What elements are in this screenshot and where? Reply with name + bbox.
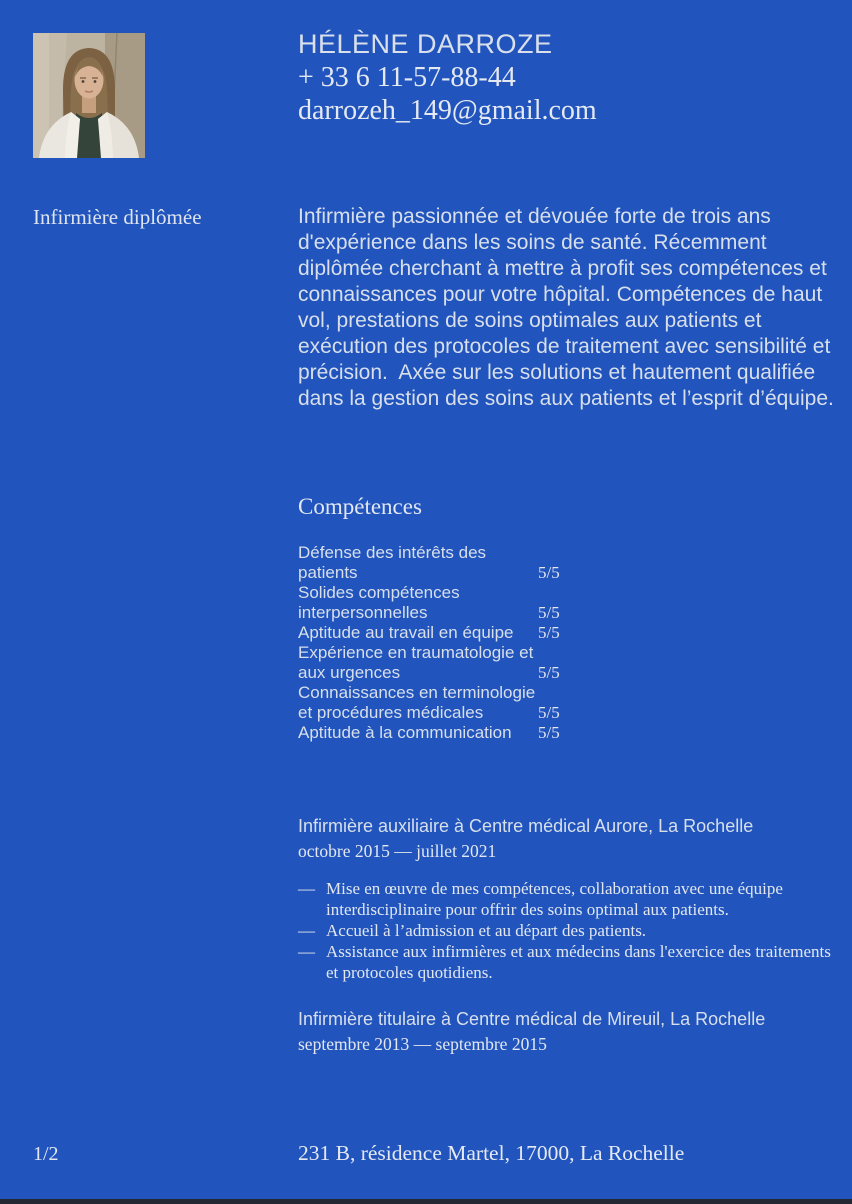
skill-row bbox=[298, 643, 598, 683]
experience-dates: septembre 2013 — septembre 2015 bbox=[298, 1034, 547, 1054]
skill-row bbox=[298, 543, 598, 583]
skill-row bbox=[298, 623, 598, 643]
skill-row bbox=[298, 683, 598, 723]
dash-bullet-icon: — bbox=[298, 921, 315, 940]
skill-rating: 5/5 bbox=[538, 603, 560, 622]
skill-rating: 5/5 bbox=[538, 723, 560, 742]
contact-block bbox=[298, 28, 818, 127]
skill-rating: 5/5 bbox=[538, 623, 560, 642]
experience-entry bbox=[298, 1008, 838, 1055]
profile-photo bbox=[33, 33, 145, 158]
dash-bullet-icon: — bbox=[298, 879, 315, 898]
bullet-text: Accueil à l’admission et au départ des patients. bbox=[326, 921, 647, 940]
portrait-illustration bbox=[33, 33, 145, 158]
bullet-text: Mise en œuvre de mes compétences, collaboration avec une équipe interdisciplinaire pour offrir des soins optimal aux patients. bbox=[326, 879, 783, 919]
skills-section-heading: Compétences bbox=[298, 494, 422, 519]
bullet-item bbox=[298, 920, 838, 941]
page-number: 1/2 bbox=[33, 1143, 59, 1165]
skill-label: Solides compétences interpersonnelles bbox=[298, 583, 460, 622]
skill-row bbox=[298, 583, 598, 623]
skill-label: Défense des intérêts des patients bbox=[298, 543, 487, 582]
skill-rating: 5/5 bbox=[538, 663, 560, 682]
skill-rating: 5/5 bbox=[538, 563, 560, 582]
experience-dates: octobre 2015 — juillet 2021 bbox=[298, 841, 497, 861]
page-bottom-edge bbox=[0, 1199, 852, 1204]
bullet-item bbox=[298, 941, 838, 983]
skill-label: Aptitude à la communication bbox=[298, 723, 512, 742]
skill-label: Connaissances en terminologie et procédures médicales bbox=[298, 683, 536, 722]
dash-bullet-icon: — bbox=[298, 942, 315, 961]
email-address: darrozeh_149@gmail.com bbox=[298, 95, 597, 126]
footer-address: 231 B, résidence Martel, 17000, La Rochelle bbox=[298, 1141, 685, 1165]
skill-label: Aptitude au travail en équipe bbox=[298, 623, 514, 642]
skills-list bbox=[298, 543, 598, 743]
skill-rating: 5/5 bbox=[538, 703, 560, 722]
bullet-item bbox=[298, 878, 838, 920]
skill-row bbox=[298, 723, 598, 743]
summary-paragraph: Infirmière passionnée et dévouée forte de trois ans d'expérience dans les soins de santé. Récemment diplômée cherchant à mettre à profit ses compétences et connaissances pour votre hôpital. Compétences de haut vol, prestations de soins optimales aux patients et exécution des protocoles de traitement avec sensibilité et précision. Axée sur les solutions et hautement qualifiée dans la gestion des soins aux patients et l’esprit d’équipe. bbox=[298, 205, 837, 410]
job-title-label: Infirmière diplômée bbox=[33, 205, 202, 229]
experience-entry bbox=[298, 815, 838, 983]
bullet-text: Assistance aux infirmières et aux médecins dans l'exercice des traitements et protocoles quotidiens. bbox=[326, 942, 831, 982]
experience-title: Infirmière titulaire à Centre médical de Mireuil, La Rochelle bbox=[298, 1009, 766, 1029]
person-name: HÉLÈNE DARROZE bbox=[298, 29, 553, 59]
skill-label: Expérience en traumatologie et aux urgences bbox=[298, 643, 534, 682]
experience-title: Infirmière auxiliaire à Centre médical Aurore, La Rochelle bbox=[298, 816, 754, 836]
phone-number: + 33 6 11-57-88-44 bbox=[298, 62, 516, 93]
experience-bullet-list bbox=[298, 878, 838, 983]
